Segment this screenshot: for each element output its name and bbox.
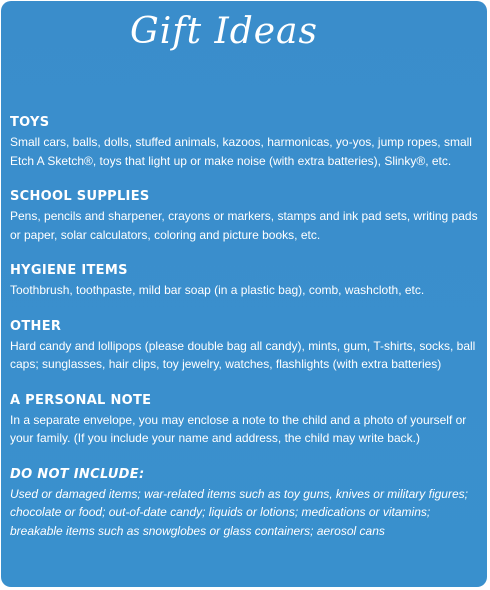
section-body: Toothbrush, toothpaste, mild bar soap (in a plastic bag), comb, washcloth, etc.	[10, 283, 425, 297]
section-heading: HYGIENE ITEMS	[10, 263, 128, 278]
section-heading: A PERSONAL NOTE	[10, 392, 152, 408]
section-body: Hard candy and lollipops (please double bag all candy), mints, gum, T-shirts, socks, ball caps; sunglasses, hair clips, toy jewelry, watches, flashlights (with extra batteries)	[10, 338, 476, 371]
section-other	[10, 318, 480, 374]
gift-ideas-content	[10, 114, 480, 558]
section-body: Used or damaged items; war-related items such as toy guns, knives or military figures; chocolate or food; out-of-date candy; liquids or lotions; medications or vitamins; breakable items such as snowglobes or glass containers; aerosol cans	[10, 486, 468, 538]
section-body: Pens, pencils and sharpener, crayons or markers, stamps and ink pad sets, writing pads or paper, solar calculators, coloring and picture books, etc.	[10, 209, 478, 242]
section-heading: OTHER	[10, 318, 62, 334]
section-heading: TOYS	[10, 115, 50, 130]
section-hygiene-items	[10, 262, 480, 300]
section-personal-note	[10, 392, 480, 448]
section-heading: SCHOOL SUPPLIES	[10, 189, 150, 204]
section-heading: DO NOT INCLUDE:	[10, 466, 145, 482]
section-do-not-include	[10, 466, 480, 541]
section-school-supplies	[10, 188, 480, 244]
gift-ideas-card	[1, 1, 487, 587]
section-toys	[10, 114, 480, 170]
section-body: Small cars, balls, dolls, stuffed animals, kazoos, harmonicas, yo-yos, jump ropes, small Etch A Sketch®, toys that light up or make noise (with extra batteries), Slinky®, etc.	[10, 135, 472, 168]
section-body: In a separate envelope, you may enclose a note to the child and a photo of yourself or your family. (If you include your name and address, the child may write back.)	[10, 412, 467, 445]
page-title: Gift Ideas	[129, 11, 318, 52]
